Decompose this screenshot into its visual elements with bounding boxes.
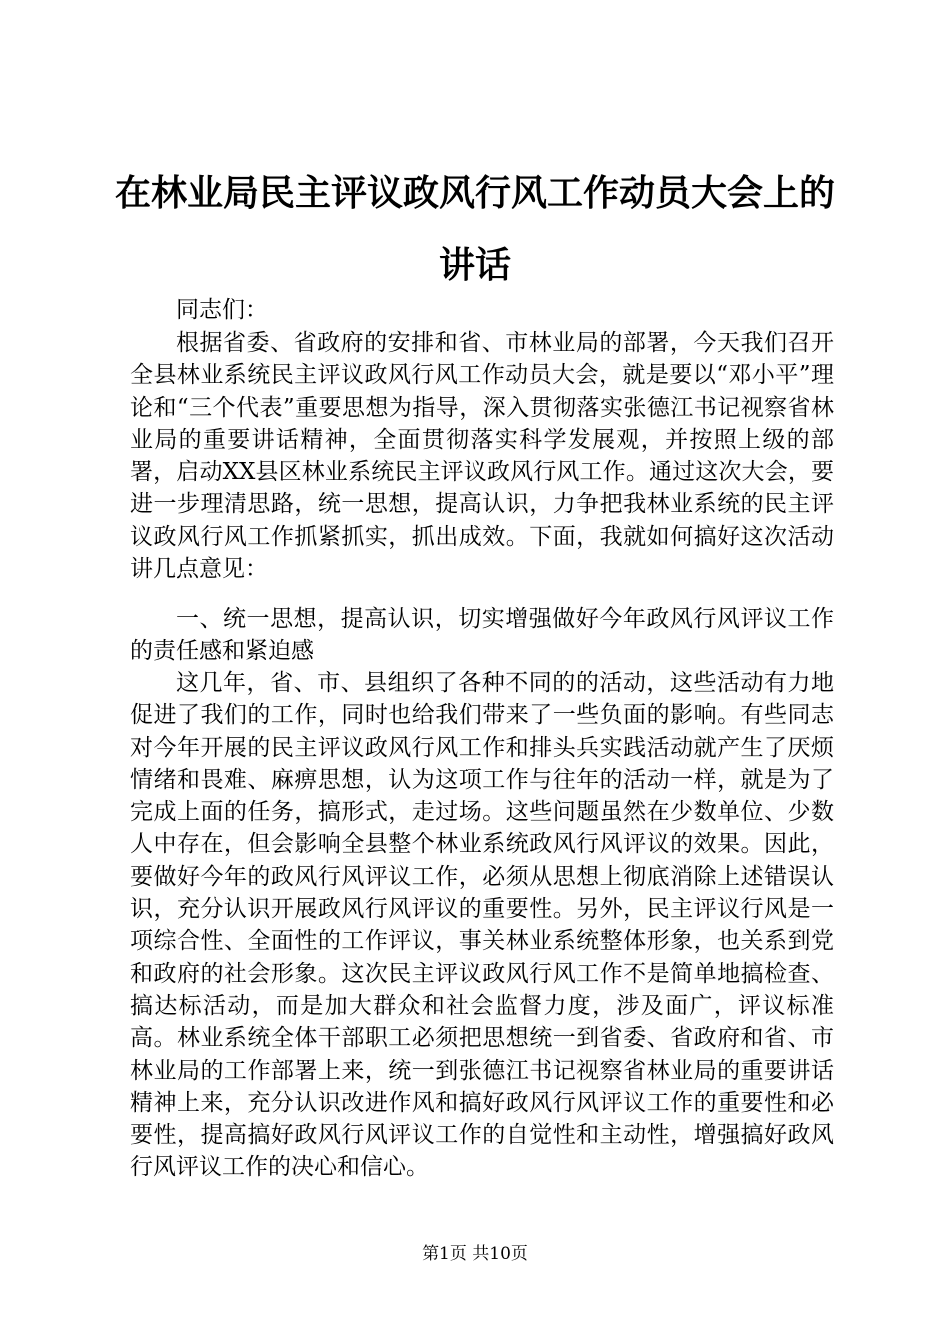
paragraph-intro [130, 327, 834, 585]
salutation-text: 同志们： [176, 297, 268, 323]
section-heading-1 [130, 603, 834, 668]
page-footer: 第1页 共10页 [422, 1244, 528, 1264]
paragraph-section-1 [130, 667, 834, 1184]
paragraph-text: 这几年，省、市、县组织了各种不同的的活动，这些活动有力地促进了我们的工作，同时也给我们带来了一些负面的影响。有些同志对今年开展的民主评议政风行风工作和排头兵实践活动就产生了厌烦情绪和畏难、麻痹思想，认为这项工作与往年的活动一样，就是为了完成上面的任务，搞形式，走过场。这些问题虽然在少数单位、少数人中存在，但会影响全县整个林业系统政风行风评议的效果。因此，要做好今年的政风行风评议工作，必须从思想上彻底消除上述错误认识，充分认识开展政风行风评议的重要性。另外，民主评议行风是一项综合性、全面性的工作评议，事关林业系统整体形象，也关系到党和政府的社会形象。这次民主评议政风行风工作不是简单地搞检查、搞达标活动，而是加大群众和社会监督力度，涉及面广，评议标准高。林业系统全体干部职工必须把思想统一到省委、省政府和省、市林业局的工作部署上来，统一到张德江书记视察省林业局的重要讲话精神上来，充分认识改进作风和搞好政风行风评议工作的重要性和必要性，提高搞好政风行风评议工作的自觉性和主动性，增强搞好政风行风评议工作的决心和信心。 [130, 670, 834, 1181]
document-title: 在林业局民主评议政风行风工作动员大会上的讲话 [114, 173, 835, 286]
paragraph-text: 根据省委、省政府的安排和省、市林业局的部署，今天我们召开全县林业系统民主评议政风行风工作动员大会，就是要以“邓小平”理论和“三个代表”重要思想为指导，深入贯彻落实张德江书记视察省林业局的重要讲话精神，全面贯彻落实科学发展观，并按照上级的部署，启动XX县区林业系统民主评议政风行风工作。通过这次大会，要进一步理清思路，统一思想，提高认识，力争把我林业系统的民主评议政风行风工作抓紧抓实，抓出成效。下面，我就如何搞好这次活动讲几点意见： [130, 330, 834, 583]
salutation [130, 294, 834, 326]
section-heading-text: 一、统一思想，提高认识，切实增强做好今年政风行风评议工作的责任感和紧迫感 [130, 606, 834, 665]
